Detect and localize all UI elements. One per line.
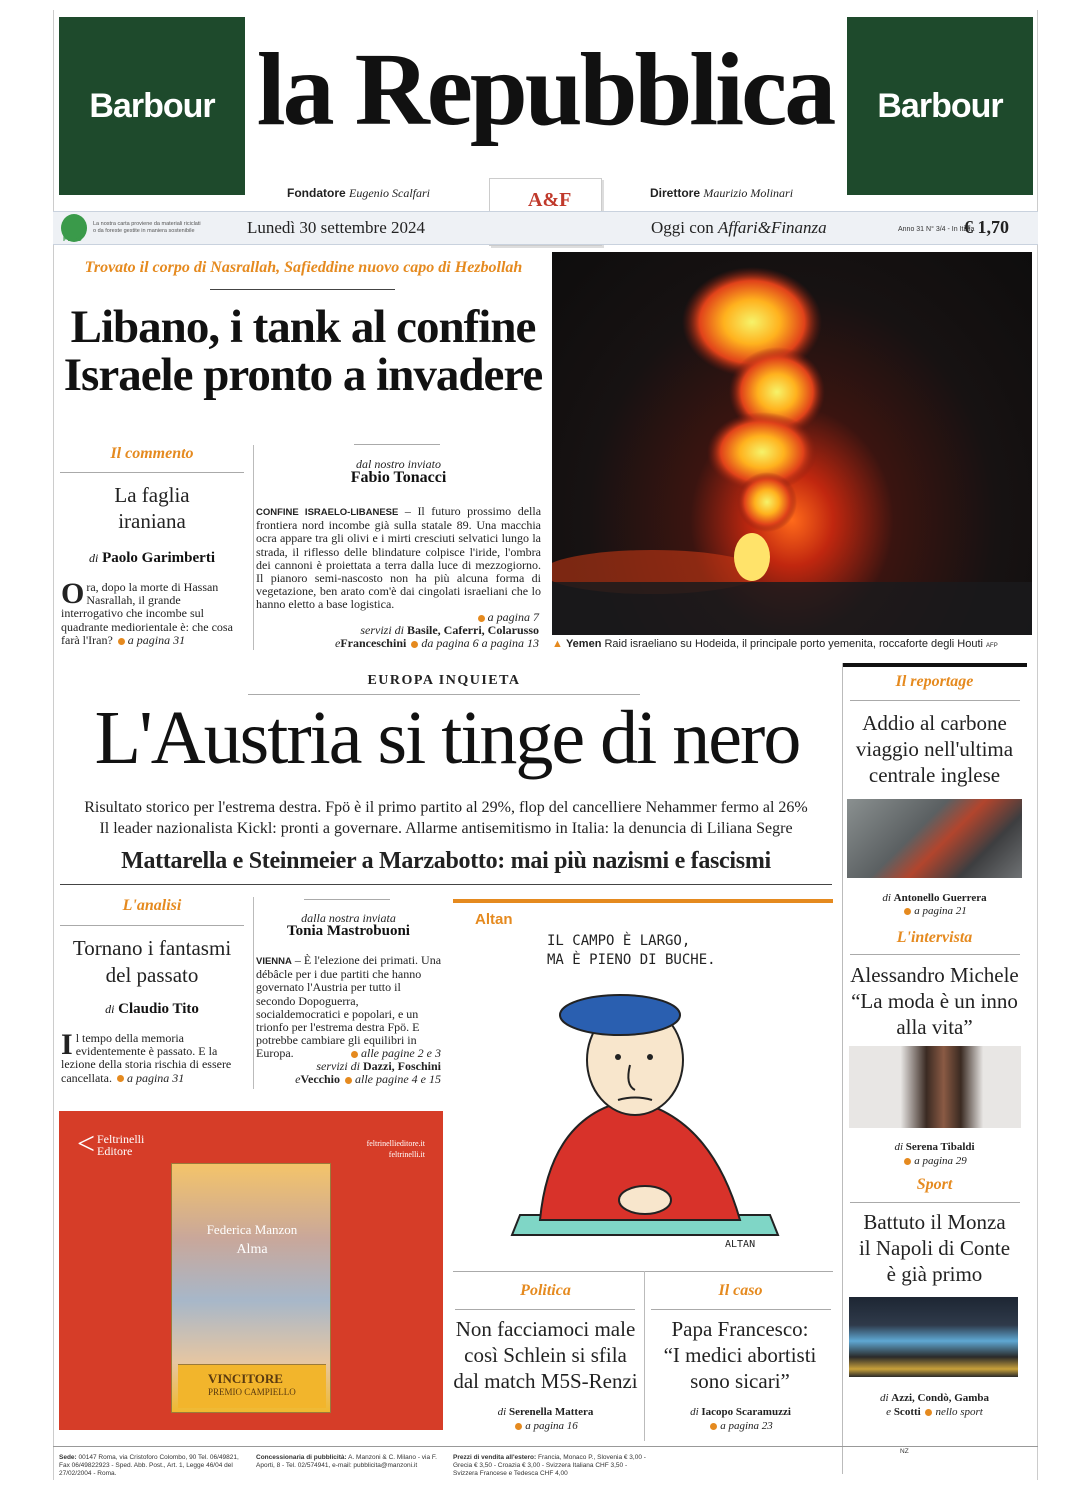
austria-headline[interactable]: L'Austria si tinge di nero: [94, 696, 800, 780]
inviata-rule: [304, 899, 390, 900]
analisi-title-line1: Tornano i fantasmi: [72, 936, 232, 960]
footer-col2: [256, 1454, 446, 1470]
ref-dot-icon: [904, 1158, 911, 1165]
intervista-author: Serena Tibaldi: [905, 1141, 975, 1153]
today-with-line: [651, 218, 827, 238]
reportage-author: Antonello Guerrera: [893, 892, 987, 904]
award-band: [178, 1364, 326, 1408]
caption-text: Raid israeliano su Hodeida, il principale porto yemenita, roccaforte degli Houti: [604, 638, 983, 650]
inviata-place: VIENNA: [256, 956, 292, 967]
sport-byline: [842, 1392, 1027, 1404]
austria-bottom-rule: [60, 884, 832, 885]
analisi-title[interactable]: [56, 935, 248, 989]
politica-kicker: Politica: [520, 1282, 571, 1299]
politica-title-line2: così Schlein si sfila: [464, 1343, 627, 1367]
ref-dot-icon: [118, 638, 125, 645]
founder-name: Eugenio Scalfari: [349, 186, 431, 200]
caso-title-line3: sono sicari”: [690, 1369, 790, 1393]
masthead-title[interactable]: la Repubblica: [256, 32, 834, 147]
inviato-body: [256, 505, 541, 612]
sport-authors: Azzi, Condò, Gamba: [891, 1392, 990, 1404]
analisi-body: [61, 1028, 245, 1085]
commento-by: di: [89, 551, 99, 565]
footer-col1-label: Sede:: [59, 1454, 77, 1461]
inviato-services-authors: Basile, Caferri, Colarusso: [407, 623, 539, 637]
sport-byline-2: [842, 1406, 1027, 1418]
intervista-title[interactable]: [842, 962, 1027, 1040]
caso-kicker: Il caso: [718, 1282, 763, 1299]
inviato-label: dal nostro inviato: [356, 457, 441, 471]
intervista-title-line3: alla vita”: [896, 1015, 973, 1039]
sidebar-top-rule: [842, 663, 1027, 667]
feltrinelli-logo-icon: <: [77, 1125, 96, 1161]
inviato-services-last: Franceschini: [340, 636, 407, 650]
cartoon-author-label: Altan: [475, 911, 513, 928]
reportage-photo-miners[interactable]: [847, 799, 1022, 878]
analisi-ref[interactable]: a pagina 31: [126, 1070, 185, 1085]
lead-kicker: Trovato il corpo di Nasrallah, Safieddine nuovo capo di Hezbollah: [84, 259, 523, 276]
footer-col3-label: Prezzi di vendita all'estero:: [453, 1454, 537, 1461]
ref-dot-icon: [478, 615, 485, 622]
inviata-services-2: [256, 1073, 441, 1086]
footer-col1-text: 00147 Roma, via Cristoforo Colombo, 90 Tel. 06/49821, Fax 06/49822923 - Sped. Abb. Post., Art. 1, Legge 46/04 del 27/02/2004 - Roma.: [59, 1454, 239, 1477]
politica-by: di: [497, 1406, 507, 1418]
commento-body: [61, 577, 245, 647]
inviata-services-last: Vecchio: [300, 1072, 341, 1086]
sport-title[interactable]: [842, 1209, 1027, 1287]
sport-last: Scotti: [893, 1406, 921, 1418]
cartoon-speech-line2: MA È PIENO DI BUCHE.: [547, 952, 716, 968]
publisher: [97, 1133, 144, 1157]
commento-dropcap: O: [61, 577, 85, 610]
intervista-by: di: [894, 1141, 904, 1153]
commento-title-line2: iraniana: [118, 509, 186, 533]
inviato-ref[interactable]: a pagina 7: [487, 610, 539, 624]
ref-dot-icon: [515, 1423, 522, 1430]
caso-author: Iacopo Scaramuzzi: [701, 1406, 791, 1418]
commento-ref[interactable]: a pagina 31: [127, 632, 186, 647]
analisi-text: l tempo della memoria evidentemente è passato. E la lezione della storia rischia di essere cancellata.: [61, 1031, 232, 1085]
caption-credit: AFP: [986, 643, 998, 649]
ad-right-barbour[interactable]: [847, 17, 1033, 195]
reportage-ref-line: [842, 905, 1027, 917]
ref-dot-icon: [345, 1077, 352, 1084]
reportage-title[interactable]: [842, 710, 1027, 788]
sport-photo-match[interactable]: [849, 1297, 1018, 1377]
footer-col3-text: Francia, Monaco P., Slovenia € 3,00 - Grecia € 3,50 - Croazia € 3,00 - Svizzera Italiana CHF 3,50 - Svizzera Francese e Tedesca CHF 4,00: [453, 1454, 646, 1477]
ref-dot-icon: [925, 1409, 932, 1416]
politica-byline: [453, 1406, 638, 1418]
ref-dot-icon: [117, 1075, 124, 1082]
analisi-kicker: L'analisi: [122, 897, 182, 914]
footer-col2-label: Concessionaria di pubblicità:: [256, 1454, 347, 1461]
caso-title-line2: “I medici abortisti: [663, 1343, 817, 1367]
politica-ref-line: [453, 1420, 638, 1432]
politica-rule: [455, 1309, 635, 1310]
austria-kicker: EUROPA INQUIETA: [367, 673, 521, 688]
politica-title[interactable]: [447, 1316, 644, 1394]
intervista-rule: [850, 954, 1020, 955]
commento-title[interactable]: [60, 482, 244, 534]
sport-title-line2: il Napoli di Conte: [858, 1236, 1011, 1260]
inviato-rule: [354, 444, 440, 445]
publisher-line1: Feltrinelli: [97, 1132, 145, 1146]
intervista-title-line2: “La moda è un inno: [851, 989, 1018, 1013]
footer-col1: [59, 1454, 249, 1478]
analisi-dropcap: I: [61, 1028, 73, 1061]
founder-line: [287, 186, 430, 201]
today-insert-name: Affari&Finanza: [718, 218, 827, 237]
intervista-ref-line: [842, 1155, 1027, 1167]
sport-by: di: [879, 1392, 889, 1404]
inviato-services-label: servizi di: [360, 623, 405, 637]
analisi-title-line2: del passato: [105, 963, 199, 987]
sport-kicker: Sport: [916, 1176, 953, 1193]
commento-text: ra, dopo la morte di Hassan Nasrallah, il grande interrogativo che incombe sul quadrante mediorientale è: che cosa farà l'Iran?: [61, 580, 233, 647]
publisher-urls[interactable]: [319, 1138, 425, 1160]
reportage-title-line1: Addio al carbone: [862, 711, 1007, 735]
caption-triangle-icon: ▲: [552, 638, 563, 650]
inviata-services-and: e: [295, 1072, 301, 1086]
cartoon-top-rule: [453, 899, 833, 903]
intervista-title-line1: Alessandro Michele: [850, 963, 1019, 987]
pefc-label: PEFC: [63, 236, 82, 243]
austria-kicker-rule: [248, 694, 640, 695]
caso-rule: [651, 1309, 831, 1310]
intervista-byline: [842, 1141, 1027, 1153]
ad-left-brand: Barbour: [89, 86, 215, 125]
inviato-services-and: e: [335, 636, 341, 650]
reportage-kicker: Il reportage: [895, 673, 974, 690]
intervista-photo-portrait[interactable]: [849, 1046, 1021, 1128]
caso-title[interactable]: [645, 1316, 835, 1394]
politica-title-line1: Non facciamoci male: [455, 1317, 636, 1341]
analisi-byline: [60, 1001, 244, 1018]
director-name: Maurizio Molinari: [703, 186, 794, 200]
footer-col2-text: A. Manzoni & C. Milano - via F. Aporti, 8 - Tel. 02/574941, e-mail: pubblicita@manzoni.it: [256, 1454, 437, 1469]
politica-ref[interactable]: a pagina 16: [525, 1420, 578, 1432]
austria-summary-line2: Il leader nazionalista Kickl: pronti a governare. Allarme antisemitismo in Italia: la denuncia di Liliana Segre: [99, 820, 793, 837]
lead-kicker-rule: [210, 289, 395, 290]
inviato-text: – Il futuro prossimo della frontiera nord incombe già sulla statale 89. Una macchia ocra appare tra gli olivi e i mirti cresciuti selvatici lungo la strada, il riflesso delle blindature colpisce l'iride, l'ombra dei cannoni è proiettata a terra dalla luce di mezzogiorno. Il pianoro semi-nascosto non ha più alcuna forma di vegetazione, ben arato com'è dai cingolati israeliani che lo hanno eletto a base logistica.: [256, 504, 542, 612]
reportage-title-line3: centrale inglese: [868, 763, 1001, 787]
intervista-kicker: L'intervista: [896, 929, 973, 946]
bottom-boxes-top-rule: [453, 1271, 833, 1272]
pefc-text: La nostra carta proviene da materiali riciclati o da foreste gestite in maniera sostenibile: [93, 221, 201, 234]
director-line: [650, 186, 793, 201]
af-logo: A&F: [528, 189, 572, 211]
cartoon-illustration[interactable]: [500, 985, 790, 1250]
inviata-author: Tonia Mastrobuoni: [287, 923, 410, 939]
inviata-label: dalla nostra inviata: [301, 911, 396, 925]
inviato-author: Fabio Tonacci: [350, 469, 447, 486]
inviata-body: [256, 954, 441, 1061]
ref-dot-icon: [351, 1051, 358, 1058]
sport-title-line1: Battuto il Monza: [863, 1210, 1006, 1234]
lead-headline[interactable]: [56, 301, 550, 401]
politica-author: Serenella Mattera: [508, 1406, 594, 1418]
award-line1: VINCITORE: [208, 1371, 283, 1386]
inviata-services-label: servizi di: [316, 1059, 360, 1073]
book-author: Federica Manzon: [206, 1222, 298, 1237]
publisher-line2: Editore: [97, 1144, 133, 1158]
inviato-place: CONFINE ISRAELO-LIBANESE: [256, 507, 399, 518]
ref-dot-icon: [411, 641, 418, 648]
caso-ref-line: [648, 1420, 833, 1432]
footer-col3: [453, 1454, 653, 1478]
inviata-services-ref[interactable]: alle pagine 4 e 15: [355, 1072, 441, 1086]
commento-author: Paolo Garimberti: [102, 550, 215, 566]
book-cover[interactable]: [171, 1163, 331, 1413]
austria-summary-line1: Risultato storico per l'estrema destra. Fpö è il primo partito al 29%, flop del cancelliere Nehammer fermo al 26%: [84, 799, 808, 816]
reportage-by: di: [882, 892, 891, 904]
analisi-rule: [60, 925, 244, 926]
sport-rule: [850, 1202, 1020, 1203]
caption-place: Yemen: [565, 638, 602, 650]
col-divider-1: [253, 445, 254, 650]
analisi-by: di: [105, 1002, 115, 1016]
publisher-url1: feltrinellieditore.it: [366, 1139, 425, 1148]
footer-rule: [53, 1446, 1038, 1447]
founder-label: Fondatore: [287, 186, 346, 200]
sport-and: e: [886, 1406, 892, 1418]
inviata-text: – È l'elezione dei primati. Una débâcle per i due partiti che hanno governato l'Austria per tutto il secondo Dopoguerra, socialdemocratici e popolari, e un trionfo per l'estrema destra Fpö. E potrebbe cambiare gli equilibri in Europa.: [256, 953, 442, 1061]
inviata-services-authors: Dazzi, Foschini: [363, 1059, 441, 1073]
ref-dot-icon: [904, 908, 911, 915]
reportage-ref[interactable]: a pagina 21: [914, 905, 967, 917]
caso-ref[interactable]: a pagina 23: [720, 1420, 773, 1432]
today-with-label: Oggi con: [651, 218, 714, 237]
director-label: Direttore: [650, 186, 701, 200]
footer-col4: NZ: [900, 1448, 909, 1455]
inviato-services-ref[interactable]: da pagina 6 a pagina 13: [421, 636, 539, 650]
analisi-author: Claudio Tito: [118, 1001, 199, 1017]
austria-secondary-headline[interactable]: Mattarella e Steinmeier a Marzabotto: mai più nazismi e fascismi: [121, 848, 771, 874]
issue-number: Anno 31 N° 3/4 - In Italia: [898, 226, 975, 233]
cartoon-speech-line1: IL CAMPO È LARGO,: [547, 933, 691, 949]
lead-photo-explosion[interactable]: [552, 252, 1032, 635]
award-line2: PREMIO CAMPIELLO: [208, 1387, 296, 1397]
cartoon-speech: [547, 932, 716, 970]
reportage-rule: [850, 700, 1020, 701]
ad-left-barbour[interactable]: [59, 17, 245, 195]
ad-right-brand: Barbour: [877, 86, 1003, 125]
politica-title-line3: dal match M5S-Renzi: [453, 1369, 638, 1393]
commento-title-line1: La faglia: [114, 483, 190, 507]
sport-title-line3: è già primo: [886, 1262, 983, 1286]
cartoon-signature: ALTAN: [725, 1239, 756, 1250]
ref-dot-icon: [710, 1423, 717, 1430]
publisher-url2: feltrinelli.it: [388, 1150, 425, 1159]
lead-headline-line1: Libano, i tank al confine: [70, 301, 536, 353]
sport-ref[interactable]: nello sport: [935, 1406, 983, 1418]
book-ad[interactable]: [59, 1111, 443, 1430]
austria-summary: [56, 797, 836, 839]
reportage-title-line2: viaggio nell'ultima: [855, 737, 1014, 761]
price: € 1,70: [964, 217, 1009, 237]
lead-photo-caption: [552, 638, 1032, 650]
inviato-services-2: [256, 637, 539, 650]
commento-kicker: Il commento: [110, 445, 194, 462]
caso-by: di: [690, 1406, 699, 1418]
commento-byline: [60, 550, 244, 567]
lead-headline-line2: Israele pronto a invadere: [63, 348, 543, 401]
intervista-ref[interactable]: a pagina 29: [914, 1155, 967, 1167]
book-title: Alma: [236, 1242, 268, 1257]
explosion-illustration: [552, 252, 1032, 635]
inviata-ref[interactable]: alle pagine 2 e 3: [361, 1046, 441, 1060]
col-divider-2: [253, 897, 254, 1089]
caso-title-line1: Papa Francesco:: [671, 1317, 809, 1341]
reportage-byline: [842, 892, 1027, 904]
caso-byline: [648, 1406, 833, 1418]
issue-date: Lunedì 30 settembre 2024: [247, 218, 425, 237]
commento-rule: [60, 472, 244, 473]
